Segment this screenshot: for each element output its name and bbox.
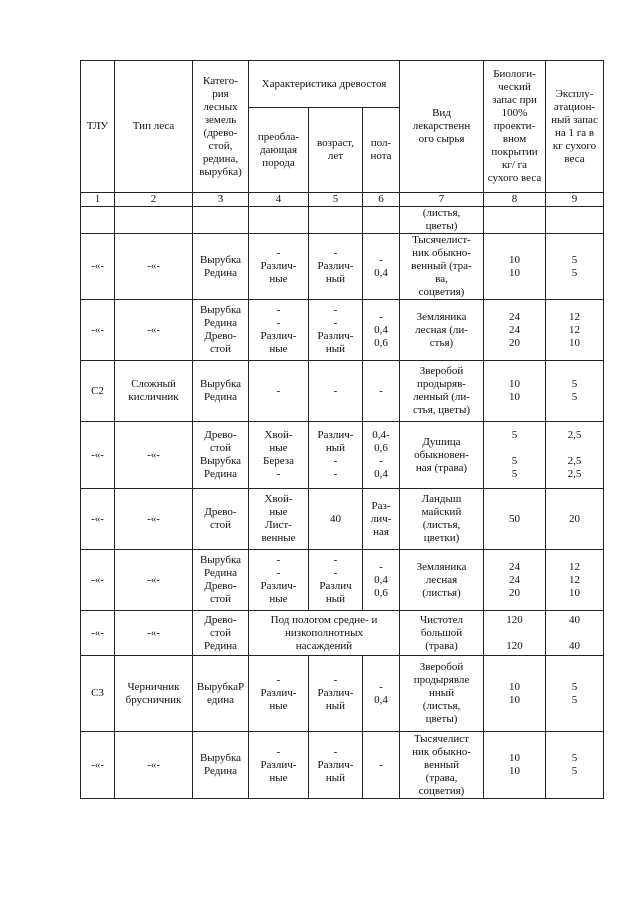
cell-tlu: -«- (81, 550, 115, 611)
header-stand-characteristics: Характеристика древостоя (249, 61, 400, 108)
cell-exploit-stock: 12 12 10 (546, 550, 604, 611)
cell-age: - Различ- ный (309, 656, 363, 732)
cell-species: - Различ- ные (249, 234, 309, 300)
col-num: 1 (81, 193, 115, 207)
cell-tlu: -«- (81, 489, 115, 550)
cell-category: Древо- стой Вырубка Редина (193, 422, 249, 489)
column-numbers-row (81, 193, 604, 207)
cell-age: - Различ- ный (309, 234, 363, 300)
cell-bio-stock: 50 (484, 489, 546, 550)
cell-category: Вырубка Редина (193, 234, 249, 300)
cell-raw-type: (листья, цветы) (400, 207, 484, 234)
table-row (81, 489, 604, 550)
cell-exploit-stock: 5 5 (546, 656, 604, 732)
cell-species: Хвой- ные Лист- венные (249, 489, 309, 550)
cell-exploit-stock: 2,5 2,5 2,5 (546, 422, 604, 489)
cell-raw-type: Земляника лесная (листья) (400, 550, 484, 611)
cell-age: - (309, 361, 363, 422)
cell-stand-note: Под пологом средне- и низкополнотных насаждений (249, 611, 400, 656)
cell-raw-type: Душица обыкновен- ная (трава) (400, 422, 484, 489)
cell-category: ВырубкаР едина (193, 656, 249, 732)
cell-category: Древо- стой Редина (193, 611, 249, 656)
cell-density: - (363, 361, 400, 422)
cell-species: Хвой- ные Береза - (249, 422, 309, 489)
cell-species: - - Различ- ные (249, 550, 309, 611)
cell-category: Древо- стой (193, 489, 249, 550)
cell-tlu (81, 207, 115, 234)
cell-forest-type: -«- (115, 422, 193, 489)
cell-density: - 0,4 (363, 656, 400, 732)
cell-age: - - Различ ный (309, 550, 363, 611)
table-row (81, 300, 604, 361)
cell-raw-type: Чистотел большой (трава) (400, 611, 484, 656)
cell-species: - Различ- ные (249, 732, 309, 799)
medicinal-raw-table (80, 60, 604, 799)
header-exploit-stock: Эксплу- атацион- ный запас на 1 га в кг сухого веса (546, 61, 604, 193)
cell-forest-type: Черничник брусничник (115, 656, 193, 732)
cell-raw-type: Тысячелист ник обыкно- венный (трава, соцветия) (400, 732, 484, 799)
col-num: 7 (400, 193, 484, 207)
cell-forest-type (115, 207, 193, 234)
table-row (81, 611, 604, 656)
header-species: преобла- дающая порода (249, 108, 309, 193)
cell-bio-stock (484, 207, 546, 234)
cell-density (363, 207, 400, 234)
cell-bio-stock: 24 24 20 (484, 550, 546, 611)
cell-bio-stock: 10 10 (484, 234, 546, 300)
table-row (81, 422, 604, 489)
col-num: 2 (115, 193, 193, 207)
cell-bio-stock: 10 10 (484, 656, 546, 732)
cell-age: 40 (309, 489, 363, 550)
table-row (81, 656, 604, 732)
cell-raw-type: Земляника лесная (ли- стья) (400, 300, 484, 361)
cell-density: Раз- лич- ная (363, 489, 400, 550)
cell-tlu: -«- (81, 422, 115, 489)
cell-density: - 0,4 (363, 234, 400, 300)
header-bio-stock: Биологи- ческий запас при 100% проекти- вном покрытии кг/ га сухого веса (484, 61, 546, 193)
table-row (81, 732, 604, 799)
cell-tlu: -«- (81, 732, 115, 799)
cell-density: 0,4- 0,6 - 0,4 (363, 422, 400, 489)
cell-tlu: -«- (81, 611, 115, 656)
header-raw-type: Вид лекарственн ого сырья (400, 61, 484, 193)
cell-raw-type: Зверобой продыряв- ленный (ли- стья, цветы) (400, 361, 484, 422)
cell-bio-stock: 24 24 20 (484, 300, 546, 361)
col-num: 9 (546, 193, 604, 207)
cell-exploit-stock: 5 5 (546, 234, 604, 300)
cell-forest-type: -«- (115, 550, 193, 611)
col-num: 6 (363, 193, 400, 207)
cell-forest-type: -«- (115, 611, 193, 656)
col-num: 8 (484, 193, 546, 207)
cell-species: - Различ- ные (249, 656, 309, 732)
cell-species: - (249, 361, 309, 422)
header-category: Катего- рия лесных земель (древо- стой, редина, вырубка) (193, 61, 249, 193)
cell-exploit-stock: 20 (546, 489, 604, 550)
cell-forest-type: Сложный кисличник (115, 361, 193, 422)
table-row (81, 234, 604, 300)
cell-age: - Различ- ный (309, 732, 363, 799)
cell-bio-stock: 10 10 (484, 361, 546, 422)
cell-density: - 0,4 0,6 (363, 550, 400, 611)
cell-density: - (363, 732, 400, 799)
cell-exploit-stock: 12 12 10 (546, 300, 604, 361)
cell-tlu: С2 (81, 361, 115, 422)
table-row (81, 361, 604, 422)
cell-exploit-stock: 5 5 (546, 361, 604, 422)
cell-age: - - Различ- ный (309, 300, 363, 361)
cell-age (309, 207, 363, 234)
cell-tlu: С3 (81, 656, 115, 732)
cell-category: Вырубка Редина Древо- стой (193, 300, 249, 361)
table-row (81, 550, 604, 611)
col-num: 3 (193, 193, 249, 207)
table-row (81, 207, 604, 234)
cell-species: - - Различ- ные (249, 300, 309, 361)
cell-raw-type: Тысячелист- ник обыкно- венный (тра- ва, соцветия) (400, 234, 484, 300)
cell-tlu: -«- (81, 300, 115, 361)
cell-tlu: -«- (81, 234, 115, 300)
header-density: пол- нота (363, 108, 400, 193)
cell-bio-stock: 120 120 (484, 611, 546, 656)
cell-raw-type: Зверобой продырявле нный (листья, цветы) (400, 656, 484, 732)
cell-exploit-stock (546, 207, 604, 234)
cell-forest-type: -«- (115, 300, 193, 361)
cell-density: - 0,4 0,6 (363, 300, 400, 361)
cell-exploit-stock: 5 5 (546, 732, 604, 799)
cell-forest-type: -«- (115, 489, 193, 550)
cell-bio-stock: 10 10 (484, 732, 546, 799)
cell-raw-type: Ландыш майский (листья, цветки) (400, 489, 484, 550)
col-num: 5 (309, 193, 363, 207)
cell-category: Вырубка Редина (193, 361, 249, 422)
cell-forest-type: -«- (115, 234, 193, 300)
cell-species (249, 207, 309, 234)
cell-category: Вырубка Редина (193, 732, 249, 799)
cell-category: Вырубка Редина Древо- стой (193, 550, 249, 611)
cell-forest-type: -«- (115, 732, 193, 799)
header-tlu: ТЛУ (81, 61, 115, 193)
cell-age: Различ- ный - - (309, 422, 363, 489)
header-forest-type: Тип леса (115, 61, 193, 193)
cell-bio-stock: 5 5 5 (484, 422, 546, 489)
header-age: возраст, лет (309, 108, 363, 193)
col-num: 4 (249, 193, 309, 207)
cell-category (193, 207, 249, 234)
cell-exploit-stock: 40 40 (546, 611, 604, 656)
